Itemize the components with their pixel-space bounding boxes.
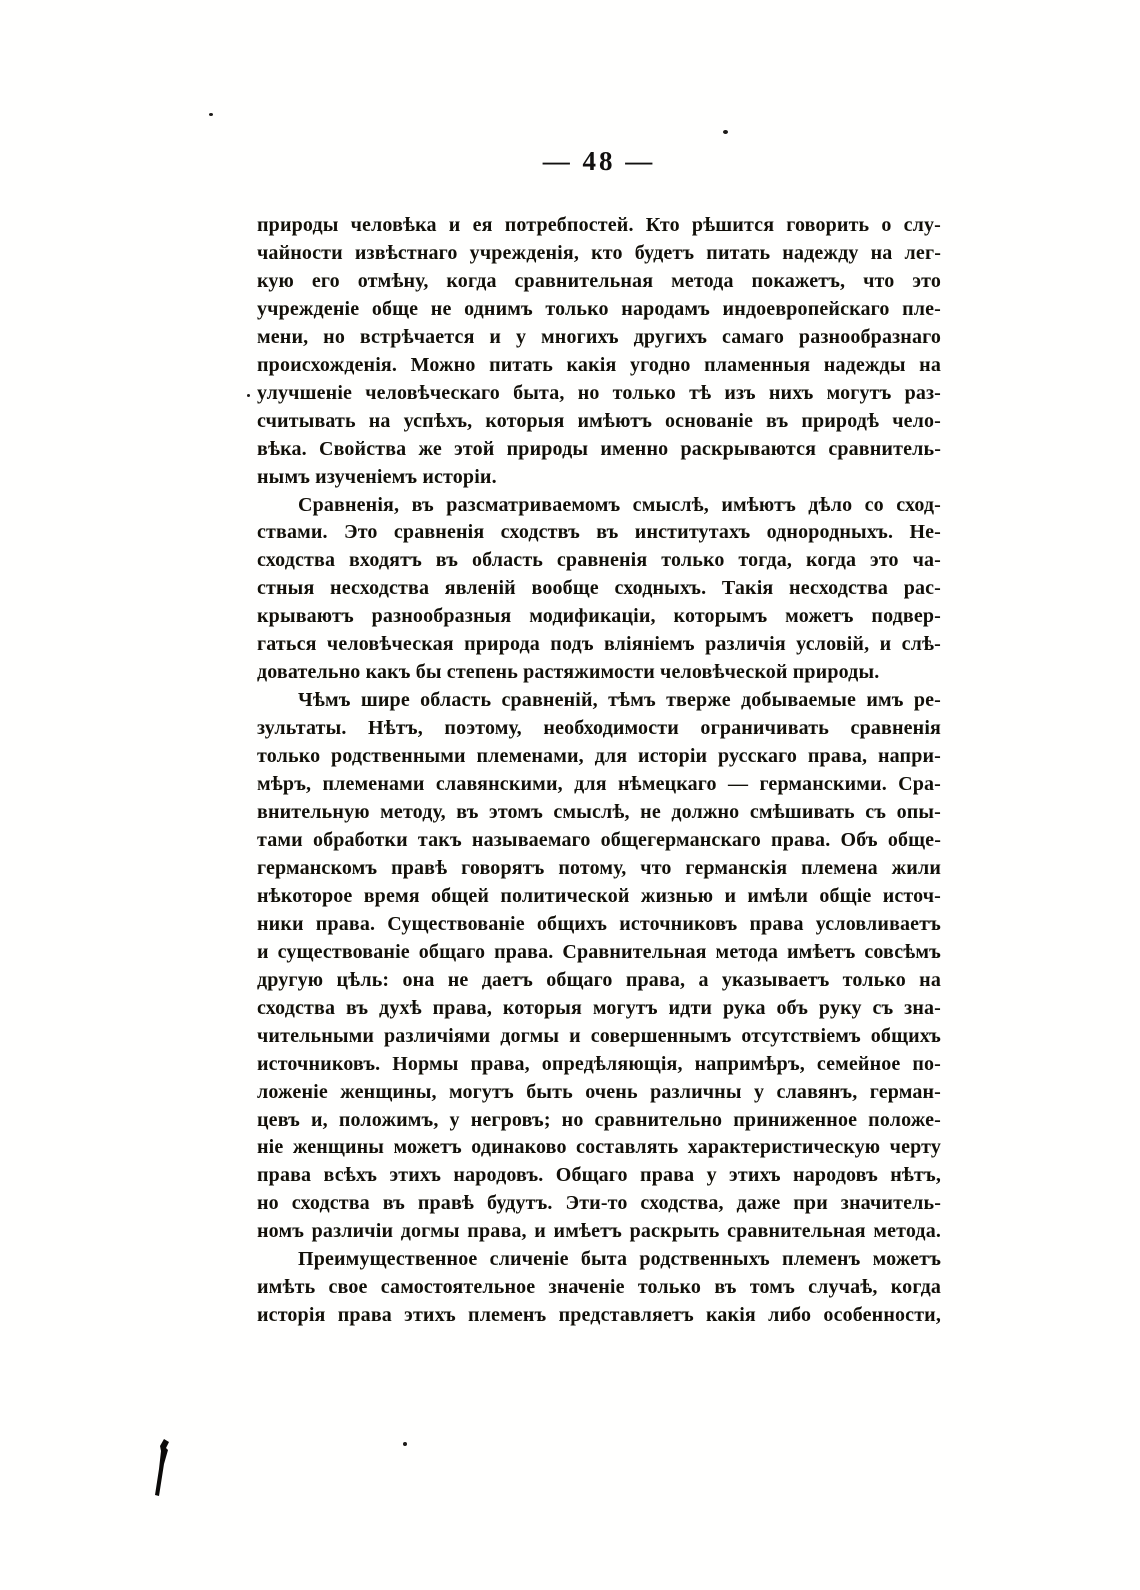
paragraph	[257, 687, 941, 1246]
text-line: германскомъ правѣ говорятъ потому, что германскія племена жили	[257, 856, 941, 879]
scan-speck	[723, 130, 728, 134]
text-line: происхожденія. Можно питать какія угодно пламенныя надежды на	[257, 353, 941, 376]
text-line: имѣть свое самостоятельное значеніе только въ томъ случаѣ, когда	[257, 1276, 941, 1299]
text-line: внительную методу, въ этомъ смыслѣ, не должно смѣшивать съ опы-	[257, 801, 941, 824]
paragraph	[257, 212, 941, 492]
text-line: ніе женщины можетъ одинаково составлять характеристическую черту	[257, 1136, 941, 1159]
text-line: довательно какъ бы степень растяжимости человѣческой природы.	[257, 661, 880, 684]
text-line: вѣка. Свойства же этой природы именно раскрываются сравнитель-	[257, 437, 941, 460]
text-line: зультаты. Нѣтъ, поэтому, необходимости ограничивать сравненія	[257, 717, 941, 740]
text-line: Преимущественное сличеніе быта родственныхъ племенъ можетъ	[298, 1248, 941, 1271]
text-line: Чѣмъ шире область сравненій, тѣмъ тверже добываемые имъ ре-	[298, 689, 941, 712]
text-line: тами обработки такъ называемаго общегерманскаго права. Объ обще-	[257, 828, 941, 851]
text-line: ложеніе женщины, могутъ быть очень различны у славянъ, герман-	[257, 1080, 941, 1103]
text-line: только родственными племенами, для исторіи русскаго права, напри-	[257, 745, 941, 768]
text-line: мѣръ, племенами славянскими, для нѣмецкаго — германскими. Сра-	[257, 773, 941, 796]
text-line: сходства входятъ въ область сравненія только тогда, когда это ча-	[257, 549, 941, 572]
scan-speck	[403, 1442, 407, 1446]
text-line: источниковъ. Нормы права, опредѣляющія, напримѣръ, семейное по-	[257, 1052, 941, 1075]
text-line: сходства въ духѣ права, которыя могутъ идти рука объ руку съ зна-	[257, 996, 941, 1019]
text-line: учрежденіе обще не однимъ только народамъ индоевропейскаго пле-	[257, 297, 941, 320]
text-line: природы человѣка и ея потребпостей. Кто рѣшится говорить о слу-	[257, 214, 941, 236]
text-line: чайности извѣстнаго учрежденія, кто будетъ питать надежду на лег-	[257, 241, 941, 264]
scan-speck	[247, 394, 250, 397]
text-line: мени, но встрѣчается и у многихъ другихъ самаго разнообразнаго	[257, 325, 941, 348]
text-line: стныя несходства явленій вообще сходныхъ. Такія несходства рас-	[257, 577, 941, 600]
text-line: и существованіе общаго права. Сравнительная метода имѣетъ совсѣмъ	[257, 940, 941, 963]
paragraph	[257, 1246, 941, 1330]
text-line: ники права. Существованіе общихъ источниковъ права условливаетъ	[257, 912, 941, 935]
text-line: нѣкоторое время общей политической жизнью и имѣли общіе источ-	[257, 884, 941, 907]
text-line: гаться человѣческая природа подъ вліяніемъ различія условій, и слѣ-	[257, 633, 941, 656]
page-number: — 48 —	[542, 146, 656, 176]
text-line: исторія права этихъ племенъ представляетъ какія либо особенности,	[257, 1304, 941, 1327]
text-line: другую цѣль: она не даетъ общаго права, а указываетъ только на	[257, 968, 941, 991]
text-line: нымъ изученіемъ исторіи.	[257, 465, 497, 488]
text-block	[257, 212, 941, 1330]
text-line: цевъ и, положимъ, у негровъ; но сравнительно приниженное положе-	[257, 1108, 941, 1131]
text-line: чительными различіями догмы и совершеннымъ отсутствіемъ общихъ	[257, 1024, 941, 1047]
scan-speck	[209, 113, 213, 116]
text-line: но сходства въ правѣ будутъ. Эти-то сходства, даже при значитель-	[257, 1192, 941, 1215]
text-line: крываютъ разнообразныя модификаціи, которымъ можетъ подвер-	[257, 605, 941, 628]
text-line: номъ различіи догмы права, и имѣетъ раскрыть сравнительная метода.	[257, 1220, 941, 1243]
ink-mark	[152, 1438, 179, 1498]
paragraph	[257, 492, 941, 688]
text-line: права всѣхъ этихъ народовъ. Общаго права у этихъ народовъ нѣтъ,	[257, 1164, 941, 1187]
text-line: улучшеніе человѣческаго быта, но только тѣ изъ нихъ могутъ раз-	[257, 381, 941, 404]
text-line: Сравненія, въ разсматриваемомъ смыслѣ, имѣютъ дѣло со сход-	[298, 493, 941, 516]
text-line: ствами. Это сравненія сходствъ въ институтахъ однородныхъ. Не-	[257, 521, 941, 544]
text-line: кую его отмѣну, когда сравнительная метода покажетъ, что это	[257, 269, 941, 292]
text-line: считывать на успѣхъ, которыя имѣютъ основаніе въ природѣ чело-	[257, 409, 941, 432]
